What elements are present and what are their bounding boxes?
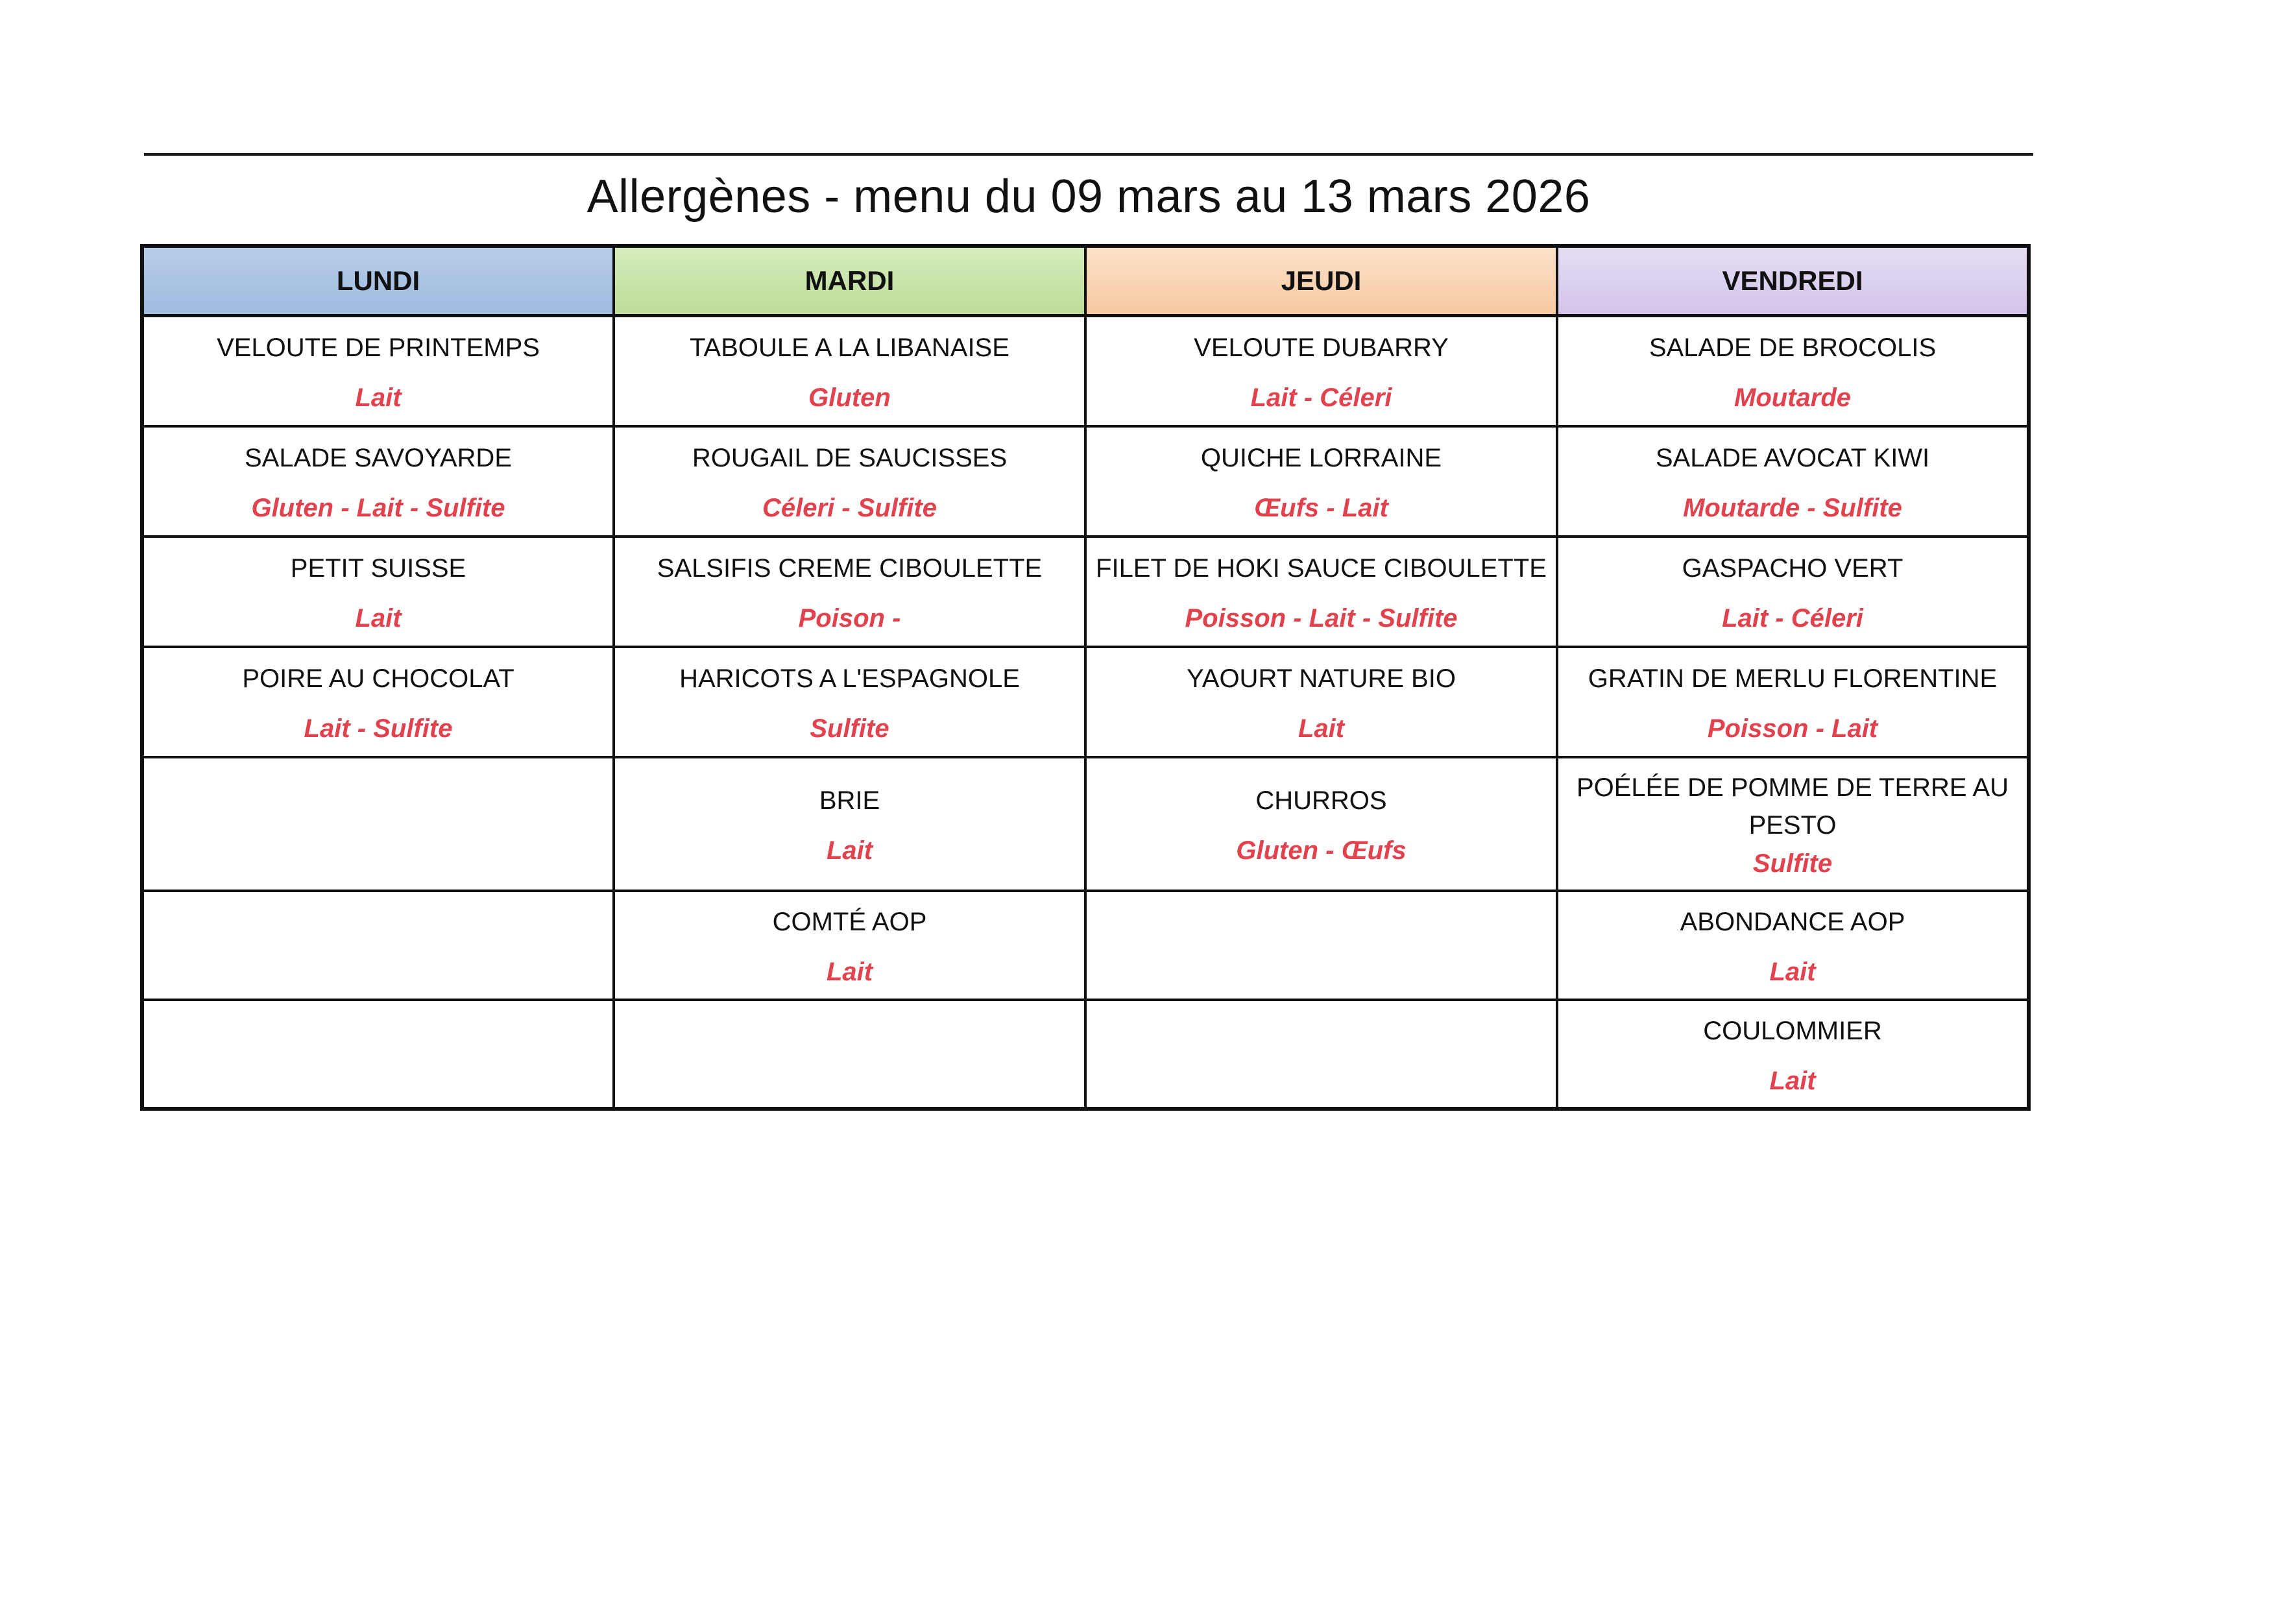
- allergen-list: Gluten - Œufs: [1236, 836, 1407, 865]
- menu-cell-vendredi: [1557, 316, 2029, 426]
- dish-name: FILET DE HOKI SAUCE CIBOULETTE: [1096, 554, 1547, 583]
- menu-cell-jeudi: [1085, 647, 1557, 757]
- table-row: [142, 757, 2029, 891]
- menu-cell-jeudi: [1085, 757, 1557, 891]
- dish-name: HARICOTS A L'ESPAGNOLE: [679, 664, 1020, 693]
- dish-name: SALADE DE BROCOLIS: [1649, 333, 1937, 363]
- allergen-list: Lait: [1298, 714, 1345, 743]
- menu-cell-lundi: [142, 757, 614, 891]
- day-header-vendredi: VENDREDI: [1557, 246, 2029, 316]
- dish-name: CHURROS: [1255, 786, 1387, 815]
- allergen-list: Lait - Céleri: [1250, 383, 1392, 413]
- allergen-list: Gluten - Lait - Sulfite: [251, 494, 505, 522]
- menu-cell-mardi: [614, 537, 1085, 647]
- dish-name: TABOULE A LA LIBANAISE: [690, 333, 1009, 363]
- menu-cell-vendredi: [1557, 647, 2029, 757]
- menu-cell-mardi: [614, 647, 1085, 757]
- dish-name: COMTÉ AOP: [772, 908, 927, 936]
- allergen-list: Lait: [355, 604, 402, 633]
- allergen-list: Céleri - Sulfite: [762, 494, 937, 522]
- menu-cell-jeudi: [1085, 316, 1557, 426]
- dish-name: ABONDANCE AOP: [1680, 908, 1905, 936]
- allergen-list: Lait: [826, 836, 873, 865]
- menu-cell-lundi: [142, 647, 614, 757]
- table-row: [142, 647, 2029, 757]
- menu-cell-lundi: [142, 1000, 614, 1109]
- dish-name: VELOUTE DUBARRY: [1194, 333, 1449, 363]
- allergen-list: Lait - Sulfite: [304, 714, 453, 743]
- allergen-list: Œufs - Lait: [1254, 494, 1388, 522]
- menu-cell-jeudi: [1085, 1000, 1557, 1109]
- dish-name: GRATIN DE MERLU FLORENTINE: [1588, 664, 1998, 693]
- menu-cell-vendredi: [1557, 426, 2029, 537]
- table-header-row: [142, 246, 2029, 316]
- table-row: [142, 316, 2029, 426]
- menu-cell-vendredi: [1557, 757, 2029, 891]
- day-header-mardi: MARDI: [614, 246, 1085, 316]
- menu-cell-vendredi: [1557, 891, 2029, 1000]
- dish-name: POIRE AU CHOCOLAT: [242, 664, 514, 693]
- table-row: [142, 426, 2029, 537]
- dish-name: ROUGAIL DE SAUCISSES: [692, 444, 1008, 472]
- dish-name: COULOMMIER: [1703, 1016, 1882, 1045]
- day-header-jeudi: JEUDI: [1085, 246, 1557, 316]
- table-row: [142, 891, 2029, 1000]
- allergen-list: Poisson - Lait - Sulfite: [1185, 604, 1458, 633]
- menu-cell-jeudi: [1085, 537, 1557, 647]
- allergen-list: Poison -: [798, 604, 901, 633]
- menu-cell-lundi: [142, 316, 614, 426]
- allergen-list: Moutarde: [1734, 383, 1851, 413]
- menu-cell-mardi: [614, 1000, 1085, 1109]
- allergen-list: Poisson - Lait: [1707, 714, 1878, 743]
- menu-cell-mardi: [614, 757, 1085, 891]
- allergen-list: Lait - Céleri: [1722, 604, 1863, 633]
- allergen-list: Lait: [1769, 1066, 1816, 1095]
- menu-cell-lundi: [142, 537, 614, 647]
- allergen-list: Lait: [826, 958, 873, 986]
- menu-cell-vendredi: [1557, 1000, 2029, 1109]
- menu-cell-jeudi: [1085, 891, 1557, 1000]
- page-title: Allergènes - menu du 09 mars au 13 mars 2026: [586, 171, 1591, 223]
- menu-cell-jeudi: [1085, 426, 1557, 537]
- menu-cell-vendredi: [1557, 537, 2029, 647]
- dish-name: SALADE SAVOYARDE: [245, 444, 512, 472]
- allergen-list: Moutarde - Sulfite: [1683, 494, 1902, 522]
- allergen-list: Gluten: [808, 383, 891, 413]
- day-header-lundi: LUNDI: [142, 246, 614, 316]
- dish-name: PETIT SUISSE: [290, 554, 466, 583]
- menu-cell-mardi: [614, 316, 1085, 426]
- dish-name: QUICHE LORRAINE: [1200, 444, 1442, 472]
- dish-name: BRIE: [819, 786, 880, 815]
- menu-cell-lundi: [142, 426, 614, 537]
- dish-name: POÉLÉE DE POMME DE TERRE AU PESTO: [1576, 773, 2009, 840]
- allergen-menu-table: [140, 244, 2031, 1111]
- table-row: [142, 537, 2029, 647]
- top-rule: [144, 153, 2033, 156]
- dish-name: GASPACHO VERT: [1682, 554, 1903, 583]
- dish-name: VELOUTE DE PRINTEMPS: [217, 333, 540, 363]
- allergen-list: Sulfite: [810, 714, 889, 743]
- menu-cell-lundi: [142, 891, 614, 1000]
- allergen-list: Lait: [1769, 958, 1816, 986]
- table-row: [142, 1000, 2029, 1109]
- menu-cell-mardi: [614, 426, 1085, 537]
- dish-name: YAOURT NATURE BIO: [1187, 664, 1456, 693]
- dish-name: SALSIFIS CREME CIBOULETTE: [657, 554, 1043, 583]
- menu-cell-mardi: [614, 891, 1085, 1000]
- allergen-list: Sulfite: [1752, 849, 1833, 878]
- dish-name: SALADE AVOCAT KIWI: [1655, 444, 1930, 472]
- allergen-list: Lait: [355, 383, 402, 413]
